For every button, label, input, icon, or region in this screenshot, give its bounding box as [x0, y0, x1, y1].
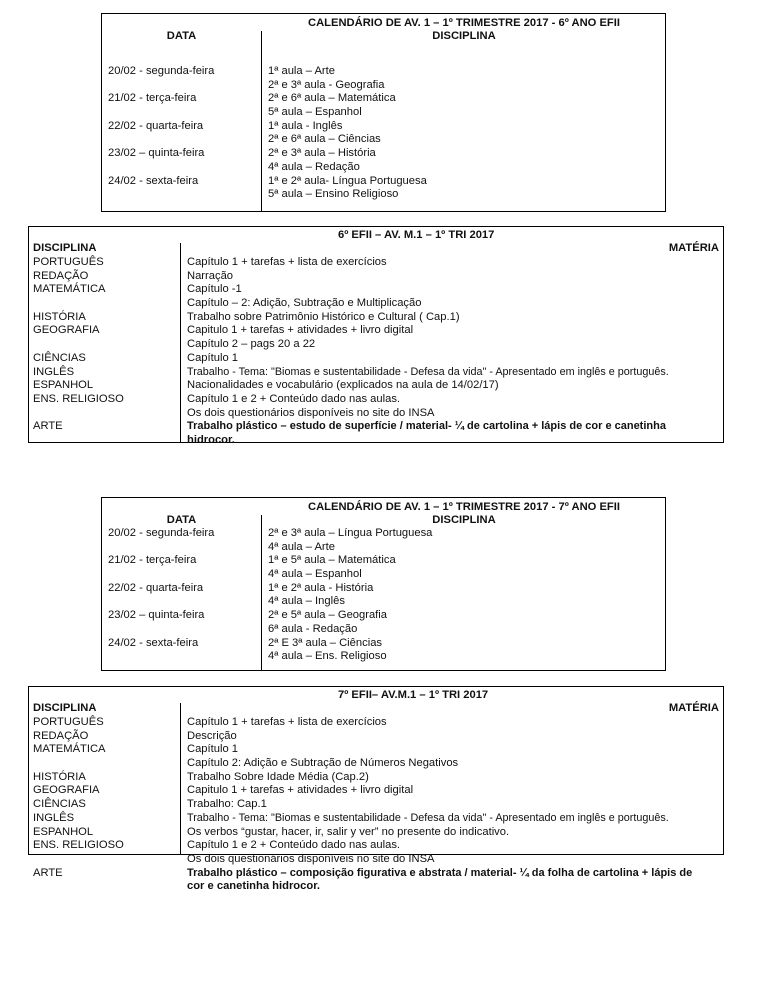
- subject-name: ARTE: [33, 866, 63, 879]
- discipline-line: 5ª aula – Espanhol: [268, 106, 362, 119]
- subject-name: ARTE: [33, 420, 63, 433]
- content-line: Os dois questionários disponíveis no site do INSA: [187, 852, 435, 865]
- content-line: Capítulo 1 + tarefas + lista de exercícios: [187, 256, 387, 268]
- subject-name: HISTÓRIA: [33, 310, 86, 323]
- content-line: Trabalho: Cap.1: [187, 798, 267, 811]
- subjects-6-contents: [187, 256, 669, 448]
- discipline-line: 2ª e 3ª aula – Língua Portuguesa: [268, 527, 433, 539]
- subject-name: REDAÇÃO: [33, 729, 89, 742]
- subjects-6-title: 6º EFII – AV. M.1 – 1º TRI 2017: [338, 229, 495, 241]
- date-cell: 24/02 - sexta-feira: [108, 174, 199, 187]
- content-line: Nacionalidades e vocabulário (explicados na aula de 14/02/17): [187, 379, 499, 392]
- content-line: Capítulo 1: [187, 351, 238, 364]
- discipline-line: 2ª e 5ª aula – Geografia: [268, 609, 387, 622]
- subjects-6-col-disc: DISCIPLINA: [33, 242, 97, 254]
- content-line: Capitulo 1 + tarefas + atividades + livro digital: [187, 784, 414, 797]
- content-line: Capítulo 1: [187, 743, 238, 756]
- subject-name: GEOGRAFIA: [33, 324, 100, 337]
- calendar-6-disciplines: [268, 65, 427, 202]
- subjects-7-col-mat: MATÉRIA: [668, 702, 719, 714]
- subject-name: [33, 757, 124, 771]
- discipline-line: 5ª aula – Ensino Religioso: [268, 188, 399, 201]
- content-line: Trabalho Sobre Idade Média (Cap.2): [187, 770, 369, 783]
- subject-name: [33, 853, 124, 867]
- subject-name: ENS. RELIGIOSO: [33, 839, 124, 852]
- content-line: Narração: [187, 269, 234, 282]
- subjects-7-contents: [187, 716, 692, 894]
- subject-name: CIÊNCIAS: [33, 351, 86, 364]
- date-cell: 20/02 - segunda-feira: [108, 65, 215, 77]
- calendar-6-title: CALENDÁRIO DE AV. 1 – 1º TRIMESTRE 2017 - 6º ANO EFII: [308, 17, 620, 29]
- calendar-7-dates: [108, 527, 214, 664]
- date-cell: 22/02 - quarta-feira: [108, 581, 204, 594]
- discipline-line: 4ª aula – Inglês: [268, 595, 345, 608]
- date-cell: 22/02 - quarta-feira: [108, 119, 204, 132]
- date-cell: 20/02 - segunda-feira: [108, 527, 215, 539]
- calendar-6-table: [101, 13, 666, 212]
- subjects-7-col-disc: DISCIPLINA: [33, 702, 97, 714]
- subject-name: [33, 407, 124, 421]
- calendar-7-col-date: DATA: [166, 514, 197, 526]
- content-line: Capítulo – 2: Adição, Subtração e Multiplicação: [187, 297, 422, 310]
- content-line: Capítulo 2: Adição e Subtração de Números Negativos: [187, 757, 459, 770]
- calendar-7-title: CALENDÁRIO DE AV. 1 – 1º TRIMESTRE 2017 - 7º ANO EFII: [308, 501, 620, 513]
- discipline-line: 1ª aula – Arte: [268, 65, 335, 77]
- subject-name: ESPANHOL: [33, 825, 94, 838]
- content-line-arte: cor e canetinha hidrocor.: [187, 880, 321, 893]
- discipline-line: 4ª aula – Redação: [268, 160, 360, 173]
- discipline-line: 1ª aula - Inglês: [268, 119, 343, 132]
- discipline-line: 1ª e 2ª aula - História: [268, 581, 374, 594]
- subject-name: [33, 297, 124, 311]
- date-cell: 23/02 – quinta-feira: [108, 609, 205, 622]
- subjects-6-table: [28, 226, 724, 446]
- date-cell: 24/02 - sexta-feira: [108, 636, 199, 649]
- subject-name: PORTUGUÊS: [33, 256, 104, 268]
- content-line: Capítulo 1 e 2 + Conteúdo dado nas aulas.: [187, 839, 401, 852]
- subject-name: ESPANHOL: [33, 379, 94, 392]
- subject-name: INGLÊS: [33, 811, 75, 824]
- subjects-6-col-mat: MATÉRIA: [668, 242, 719, 254]
- discipline-line: 4ª aula – Arte: [268, 540, 335, 553]
- subjects-7-names: [33, 716, 124, 880]
- discipline-line: 2ª e 3ª aula - Geografia: [268, 78, 385, 91]
- content-line: Trabalho sobre Patrimônio Histórico e Cultural ( Cap.1): [187, 310, 460, 323]
- calendar-7-col-disc: DISCIPLINA: [432, 514, 496, 526]
- subject-name: INGLÊS: [33, 365, 75, 378]
- discipline-line: 1ª e 5ª aula – Matemática: [268, 554, 396, 567]
- content-line: Capítulo 1 + tarefas + lista de exercícios: [187, 716, 387, 728]
- subject-name: GEOGRAFIA: [33, 784, 100, 797]
- calendar-6-col-date: DATA: [166, 30, 197, 42]
- discipline-line: 4ª aula – Ens. Religioso: [268, 650, 387, 663]
- subjects-7-title: 7º EFII– AV.M.1 – 1º TRI 2017: [338, 689, 489, 701]
- subject-name: REDAÇÃO: [33, 269, 89, 282]
- subject-name: MATEMÁTICA: [33, 283, 106, 296]
- content-line: Capítulo 2 – pags 20 a 22: [187, 338, 316, 351]
- subject-name: CIÊNCIAS: [33, 798, 86, 811]
- discipline-line: 1ª e 2ª aula- Língua Portuguesa: [268, 174, 427, 187]
- content-line: Capítulo -1: [187, 283, 242, 296]
- subject-name: HISTÓRIA: [33, 770, 86, 783]
- content-line: Capítulo 1 e 2 + Conteúdo dado nas aulas.: [187, 392, 401, 405]
- date-cell: 21/02 - terça-feira: [108, 92, 197, 105]
- content-line: Os verbos “gustar, hacer, ir, salir y ver” no presente do indicativo.: [187, 825, 510, 838]
- discipline-line: 4ª aula – Espanhol: [268, 568, 362, 581]
- subject-name: MATEMÁTICA: [33, 743, 106, 756]
- subjects-7-table: [28, 686, 724, 893]
- calendar-7-table: [101, 497, 666, 671]
- subjects-6-names: [33, 256, 124, 434]
- subject-name: [33, 338, 124, 352]
- content-line: Capitulo 1 + tarefas + atividades + livro digital: [187, 324, 414, 337]
- content-line-arte: Trabalho plástico – composição figurativa e abstrata / material- ¼ da folha de cartolina + lápis de: [187, 866, 693, 879]
- discipline-line: 6ª aula - Redação: [268, 622, 358, 635]
- calendar-6-dates: [108, 65, 214, 202]
- date-cell: 21/02 - terça-feira: [108, 554, 197, 567]
- calendar-6-col-disc: DISCIPLINA: [432, 30, 496, 42]
- subject-name: ENS. RELIGIOSO: [33, 392, 124, 405]
- discipline-line: 2ª e 6ª aula – Ciências: [268, 133, 381, 146]
- content-line: Trabalho - Tema: "Biomas e sustentabilidade - Defesa da vida" - Apresentado em inglês e português.: [187, 811, 669, 824]
- discipline-line: 2ª E 3ª aula – Ciências: [268, 636, 383, 649]
- calendar-7-disciplines: [268, 527, 432, 664]
- discipline-line: 2ª e 6ª aula – Matemática: [268, 92, 396, 105]
- content-line: Descrição: [187, 729, 237, 742]
- content-line-arte: Trabalho plástico – estudo de superfície / material- ¼ de cartolina + lápis de cor e canetinha: [187, 420, 666, 433]
- content-line: Trabalho - Tema: "Biomas e sustentabilidade - Defesa da vida" - Apresentado em inglês e português.: [187, 365, 669, 378]
- subject-name: PORTUGUÊS: [33, 716, 104, 728]
- date-cell: 23/02 – quinta-feira: [108, 147, 205, 160]
- content-line: Os dois questionários disponíveis no site do INSA: [187, 406, 435, 419]
- discipline-line: 2ª e 3ª aula – História: [268, 147, 376, 160]
- content-line-arte: hidrocor.: [187, 433, 235, 446]
